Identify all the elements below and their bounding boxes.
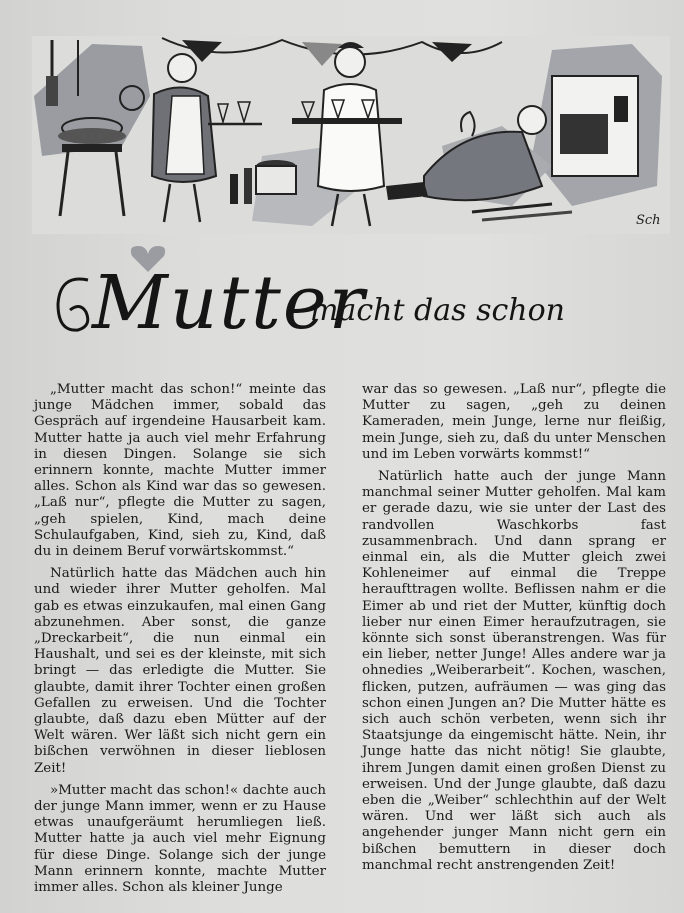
kitchen-illustration: [32, 36, 670, 234]
text-column-right: [362, 382, 666, 880]
article-title-sub: macht das schon: [310, 293, 565, 328]
paragraph: Natürlich hatte auch der junge Mann manchmal seiner Mutter geholfen. Mal kam er gerade dazu, wie sie unter der Last des randvollen Waschkorbs fast zusammenbrach. Und dann sprang er einmal ein, als die Mutter gleich zwei Kohleneimer auf einmal die Treppe heraufttragen wollte. Beflissen nahm er die Eimer ab und riet der Mutter, künftig doch lieber nur einen Eimer heraufzutragen, sie könnte sich sonst überanstrengen. Was für ein lieber, netter Junge! Alles andere war ja ohnedies „Weiberarbeit“. Kochen, waschen, flicken, putzen, aufräumen — was ging das schon einen Jungen an? Die Mutter hätte es sich auch schön verbeten, wenn sich ihr Staatsjunge da eingemischt hätte. Nein, ihr Junge hatte das nicht nötig! Sie glaubte, ihrem Jungen damit einen großen Dienst zu erweisen. Und der Junge glaubte, daß dazu eben die „Weiber“ schlechthin auf der Welt wären. Und wer läßt sich auch als angehender junger Mann nicht gern ein bißchen bemuttern in dieser doch manchmal recht anstrengenden Zeit!: [362, 469, 666, 873]
text-column-left: [34, 382, 326, 902]
paragraph: war das so gewesen. „Laß nur“, pflegte die Mutter zu sagen, „geh zu deinen Kameraden, mein Junge, lerne nur fleißig, mein Junge, sieh zu, daß du unter Menschen und im Leben vorwärts kommst!“: [362, 382, 666, 462]
paragraph: „Mutter macht das schon!“ meinte das junge Mädchen immer, sobald das Gespräch auf irgendeine Hausarbeit kam. Mutter hatte ja auch viel mehr Erfahrung in diesen Dingen. Solange sie sich erinnern konnte, machte Mutter immer alles. Schon als Kind war das so gewesen. „Laß nur“, pflegte die Mutter zu sagen, „geh spielen, Kind, mach deine Schulaufgaben, Kind, sieh zu, Kind, daß du in deinem Beruf vorwärtskommst.“: [34, 382, 326, 560]
article-title-main: Mutter: [92, 260, 367, 346]
curl-ornament: [52, 270, 96, 340]
paragraph: »Mutter macht das schon!« dachte auch der junge Mann immer, wenn er zu Hause etwas unaufgeräumt herumliegen ließ. Mutter hatte ja auch viel mehr Eignung für diese Dinge. Solange sich der junge Mann erinnern konnte, machte Mutter immer alles. Schon als kleiner Junge: [34, 782, 326, 896]
article-heading: [52, 248, 612, 358]
paragraph: Natürlich hatte das Mädchen auch hin und wieder ihrer Mutter geholfen. Mal gab es etwas einzukaufen, mal einen Gang abzunehmen. Aber sonst, die ganze „Dreckarbeit“, die nun einmal ein Haushalt, und sei es der kleinste, mit sich bringt — das erledigte die Mutter. Sie glaubte, damit ihrer Tochter einen großen Gefallen zu erweisen. Und die Tochter glaubte, daß dazu eben Mütter auf der Welt wären. Wer läßt sich nicht gern ein bißchen verwöhnen in dieser lieblosen Zeit!: [34, 566, 326, 776]
illustrator-signature: Sch: [636, 213, 661, 228]
